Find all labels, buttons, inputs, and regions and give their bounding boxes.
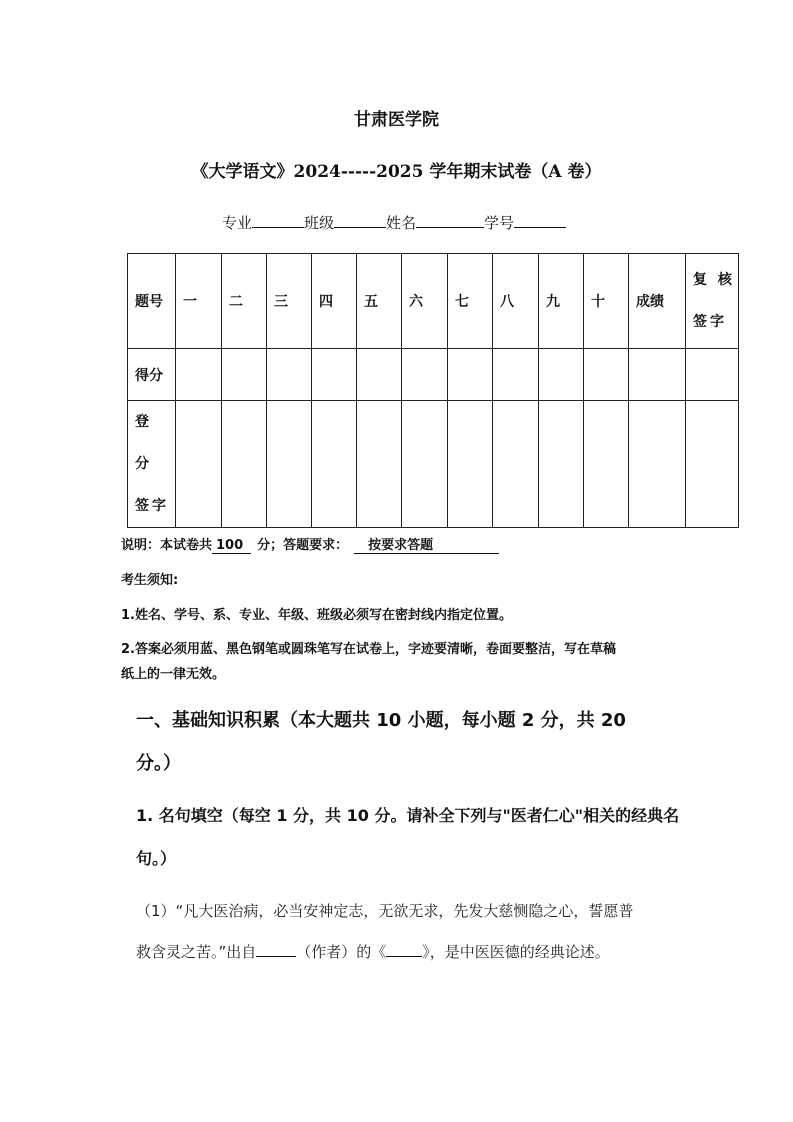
header-cell: 六 — [402, 254, 448, 349]
header-cell: 四 — [312, 254, 357, 349]
rule-2-line1: 2.答案必须用蓝、黑色钢笔或圆珠笔写在试卷上，字迹要清晰，卷面要整洁，写在草稿 — [121, 642, 616, 657]
score-row — [128, 349, 739, 401]
score-cell[interactable] — [222, 349, 267, 401]
exam-instructions: 说明：本试卷共 100 分；答题要求： 按要求答题 — [121, 534, 499, 554]
total-score-value: 100 — [212, 538, 251, 554]
sign-cell[interactable] — [357, 401, 402, 528]
header-cell: 题号 — [128, 254, 176, 349]
question-number-row — [128, 254, 739, 349]
score-cell[interactable] — [176, 349, 222, 401]
answer-requirement: 按要求答题 — [354, 534, 499, 554]
sign-cell[interactable] — [539, 401, 584, 528]
sign-cell[interactable] — [493, 401, 539, 528]
sign-row-label: 登 分 签字 — [128, 401, 176, 528]
header-cell: 一 — [176, 254, 222, 349]
sign-cell[interactable] — [686, 401, 739, 528]
class-blank[interactable] — [334, 213, 386, 228]
student-id-label: 学号 — [484, 214, 515, 232]
section-1-heading: 一、基础知识积累（本大题共 10 小题，每小题 2 分，共 20 — [136, 710, 626, 731]
sign-cell[interactable] — [402, 401, 448, 528]
name-blank[interactable] — [416, 213, 484, 228]
class-label: 班级 — [304, 214, 335, 232]
header-cell: 八 — [493, 254, 539, 349]
section-1-heading-cont: 分。） — [136, 753, 181, 774]
sign-cell[interactable] — [176, 401, 222, 528]
score-cell[interactable] — [267, 349, 312, 401]
question-1-title-cont: 句。） — [136, 849, 177, 868]
school-name: 甘肃医学院 — [354, 110, 439, 130]
header-cell: 十 — [584, 254, 629, 349]
review-sign-header: 复 核 签字 — [686, 254, 739, 349]
author-blank[interactable] — [256, 942, 296, 957]
header-cell: 二 — [222, 254, 267, 349]
name-label: 姓名 — [386, 214, 417, 232]
sign-row — [128, 401, 739, 528]
student-info-line — [222, 212, 566, 233]
score-cell[interactable] — [402, 349, 448, 401]
student-id-blank[interactable] — [514, 213, 566, 228]
score-cell[interactable] — [312, 349, 357, 401]
header-cell: 五 — [357, 254, 402, 349]
score-cell[interactable] — [584, 349, 629, 401]
sign-cell[interactable] — [448, 401, 493, 528]
rule-1: 1.姓名、学号、系、专业、年级、班级必须写在密封线内指定位置。 — [121, 608, 512, 623]
sign-cell[interactable] — [222, 401, 267, 528]
score-table — [127, 253, 739, 528]
score-cell[interactable] — [493, 349, 539, 401]
sign-cell[interactable] — [312, 401, 357, 528]
sign-cell[interactable] — [629, 401, 686, 528]
notice-title: 考生须知: — [121, 573, 179, 588]
major-blank[interactable] — [252, 213, 304, 228]
exam-title: 《大学语文》2024-----2025 学年期末试卷（A 卷） — [191, 162, 602, 182]
book-title-blank[interactable] — [386, 942, 422, 957]
score-row-label: 得分 — [128, 349, 176, 401]
sign-cell[interactable] — [584, 401, 629, 528]
score-cell[interactable] — [539, 349, 584, 401]
score-cell[interactable] — [448, 349, 493, 401]
score-cell[interactable] — [629, 349, 686, 401]
question-1-title: 1. 名句填空（每空 1 分，共 10 分。请补全下列与"医者仁心"相关的经典名 — [136, 806, 680, 825]
sign-cell[interactable] — [267, 401, 312, 528]
header-cell: 九 — [539, 254, 584, 349]
score-cell[interactable] — [686, 349, 739, 401]
score-cell[interactable] — [357, 349, 402, 401]
header-cell: 三 — [267, 254, 312, 349]
header-cell: 七 — [448, 254, 493, 349]
rule-2-line2: 纸上的一律无效。 — [121, 667, 226, 682]
header-cell: 成绩 — [629, 254, 686, 349]
major-label: 专业 — [222, 214, 253, 232]
question-1-item-1-cont: 救含灵之苦。”出自 （作者）的《 》，是中医医德的经典论述。 — [136, 943, 610, 961]
question-1-item-1: （1）“凡大医治病，必当安神定志，无欲无求，先发大慈恻隐之心，誓愿普 — [136, 902, 634, 920]
